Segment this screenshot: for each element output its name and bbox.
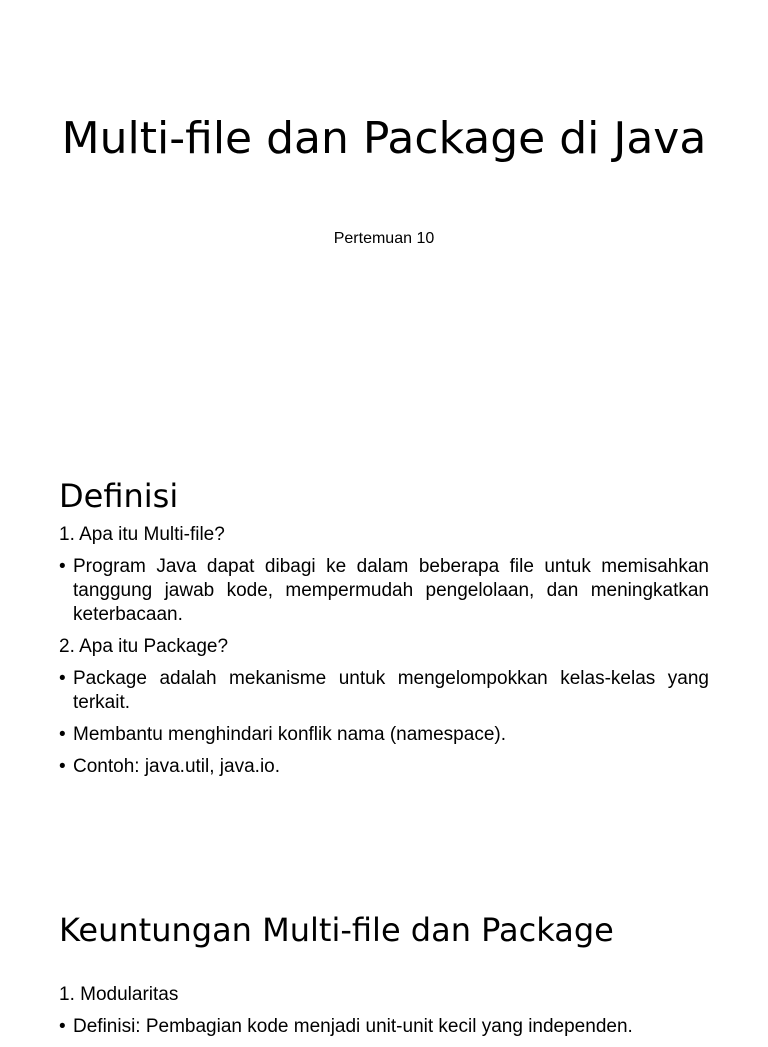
bullet-item (59, 667, 709, 715)
bullet-item (59, 723, 709, 747)
bullet-text: Contoh: java.util, java.io. (73, 756, 281, 777)
bullet-icon: • (59, 724, 66, 745)
presentation-subtitle: Pertemuan 10 (333, 230, 435, 247)
bullet-item (59, 1015, 709, 1039)
slide-title (0, 0, 768, 432)
slide-heading: Definisi (59, 477, 179, 515)
bullet-icon: • (59, 756, 66, 777)
slide-definisi (0, 432, 768, 864)
bullet-icon: • (59, 556, 66, 577)
numbered-item: 1. Modularitas (59, 984, 179, 1005)
bullet-text: Definisi: Pembagian kode menjadi unit-unit kecil yang independen. (73, 1016, 633, 1037)
bullet-icon: • (59, 1016, 66, 1037)
slide-heading: Keuntungan Multi-file dan Package (59, 911, 614, 949)
slide-content-list (59, 983, 709, 1047)
bullet-text: Program Java dapat dibagi ke dalam beberapa file untuk memisahkan tanggung jawab kode, mempermudah pengelolaan, dan meningkatkan keterbacaan. (73, 556, 709, 625)
bullet-item (59, 555, 709, 627)
bullet-item (59, 755, 709, 779)
slide-content-list (59, 523, 709, 787)
numbered-item: 2. Apa itu Package? (59, 636, 229, 657)
slide-keuntungan (0, 864, 768, 1037)
presentation-title: Multi-file dan Package di Java (61, 113, 707, 164)
bullet-text: Membantu menghindari konflik nama (namespace). (73, 724, 506, 745)
numbered-item: 1. Apa itu Multi-file? (59, 524, 225, 545)
bullet-icon: • (59, 668, 66, 689)
bullet-text: Package adalah mekanisme untuk mengelompokkan kelas-kelas yang terkait. (73, 668, 709, 713)
